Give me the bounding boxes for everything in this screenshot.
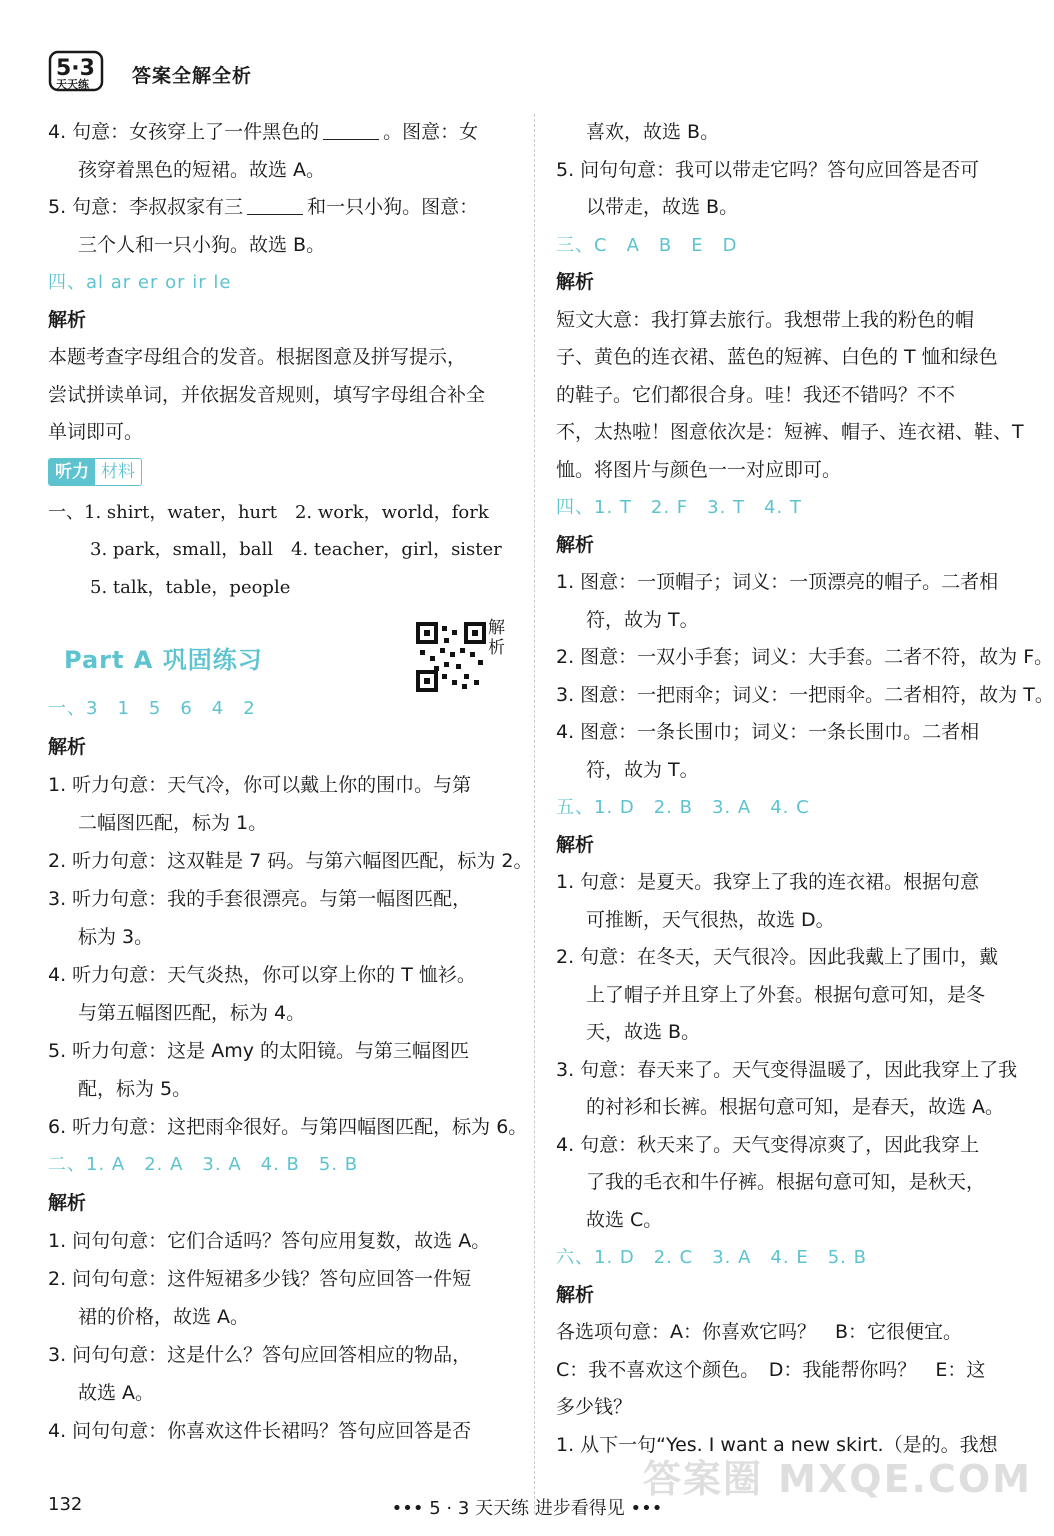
- svg-text:天天练: 天天练: [56, 78, 89, 91]
- analysis-line: 3. 句意：春天来了。天气变得温暖了，因此我穿上了我: [556, 1058, 1018, 1081]
- analysis-line: 1. 问句句意：它们合适吗？答句应用复数，故选 A。: [48, 1230, 491, 1252]
- analysis-line: 4. 听力句意：天气炎热，你可以穿上你的 T 恤衫。: [48, 964, 476, 986]
- fill-blank: [323, 119, 379, 140]
- qr-code-icon[interactable]: [416, 622, 486, 692]
- answer-line: 三个人和一只小狗。故选 B。: [78, 233, 326, 256]
- analysis-line: 2. 问句句意：这件短裙多少钱？答句应回答一件短: [48, 1268, 472, 1290]
- analysis-line: 与第五幅图匹配，标为 4。: [78, 1002, 306, 1024]
- analysis-line: 可推断，天气很热，故选 D。: [586, 908, 835, 931]
- analysis-line: 喜欢，故选 B。: [586, 121, 720, 143]
- analysis-line: 天，故选 B。: [586, 1021, 701, 1043]
- answer-line: 4. 句意：女孩穿上了一件黑色的 。图意：女: [48, 121, 479, 143]
- section-answer: 四、1. T 2. F 3. T 4. T: [556, 497, 802, 518]
- section-answer: 六、1. D 2. C 3. A 4. E 5. B: [556, 1247, 867, 1268]
- answer-line: 孩穿着黑色的短裙。故选 A。: [78, 158, 326, 181]
- page-footer: [0, 1490, 1054, 1520]
- brand-logo: [48, 48, 106, 94]
- header-title: 答案全解全析: [132, 65, 253, 87]
- footer-slogan: ••• 5 · 3 天天练 进步看得见 •••: [391, 1498, 663, 1519]
- analysis-line: 3. 听力句意：我的手套很漂亮。与第一幅图匹配，: [48, 888, 472, 910]
- fill-blank: [247, 194, 303, 215]
- analysis-line: 符，故为 T。: [586, 758, 699, 781]
- analysis-line: 的鞋子。它们都很合身。哇！我还不错吗？不不: [556, 383, 956, 406]
- analysis-line: 恤。将图片与颜色一一对应即可。: [556, 458, 842, 481]
- analysis-line: 配，标为 5。: [78, 1078, 192, 1100]
- analysis-line: 标为 3。: [78, 926, 154, 948]
- analysis-text: 尝试拼读单词，并依据发音规则，填写字母组合补全: [48, 383, 486, 406]
- analysis-text: 单词即可。: [48, 421, 144, 443]
- analysis-line: 的衬衫和长裤。根据句意可知，是春天，故选 A。: [586, 1096, 1005, 1118]
- listening-line: 3. park，small，ball 4. teacher，girl，sister: [90, 539, 502, 560]
- listening-line: 5. talk，table，people: [90, 576, 291, 598]
- analysis-line: 多少钱？: [556, 1396, 633, 1418]
- analysis-line: 1. 图意：一顶帽子；词义：一顶漂亮的帽子。二者相: [556, 571, 999, 593]
- section-answer: 二、1. A 2. A 3. A 4. B 5. B: [48, 1154, 359, 1175]
- analysis-line: 上了帽子并且穿上了外套。根据句意可知，是冬: [586, 983, 986, 1006]
- analysis-heading: 解析: [556, 533, 595, 556]
- analysis-heading: 解析: [48, 736, 87, 758]
- section-answer: 三、C A B E D: [556, 234, 738, 256]
- section-answer: 四、al ar er or ir le: [48, 272, 232, 293]
- listening-line: 一、1. shirt，water，hurt 2. work，world，fork: [48, 501, 489, 523]
- svg-text:5·3: 5·3: [56, 56, 95, 81]
- analysis-line: C：我不喜欢这个颜色。 D：我能帮你吗？ E：这: [556, 1358, 986, 1381]
- analysis-line: 子、黄色的连衣裙、蓝色的短裤、白色的 T 恤和绿色: [556, 346, 998, 368]
- page-number: 132: [48, 1494, 83, 1515]
- analysis-line: 6. 听力句意：这把雨伞很好。与第四幅图匹配，标为 6。: [48, 1116, 528, 1138]
- analysis-line: 3. 问句句意：这是什么？答句应回答相应的物品，: [48, 1344, 472, 1366]
- column-divider: [534, 114, 535, 1514]
- section-answer: 一、3 1 5 6 4 2: [48, 698, 256, 719]
- listening-material-tag: 听力 材料: [48, 458, 142, 486]
- analysis-line: 2. 听力句意：这双鞋是 7 码。与第六幅图匹配，标为 2。: [48, 850, 533, 872]
- answer-line: 5. 句意：李叔叔家有三 和一只小狗。图意：: [48, 196, 479, 218]
- analysis-line: 故选 A。: [78, 1382, 155, 1404]
- analysis-line: 1. 句意：是夏天。我穿上了我的连衣裙。根据句意: [556, 871, 980, 893]
- analysis-line: 2. 句意：在冬天，天气很冷。因此我戴上了围巾，戴: [556, 946, 999, 968]
- analysis-line: 4. 句意：秋天来了。天气变得凉爽了，因此我穿上: [556, 1133, 980, 1156]
- section-answer: 五、1. D 2. B 3. A 4. C: [556, 797, 810, 818]
- analysis-heading: 解析: [48, 1192, 87, 1214]
- right-column: [556, 114, 1054, 1464]
- analysis-heading: 解析: [48, 308, 87, 331]
- analysis-line: 1. 听力句意：天气冷，你可以戴上你的围巾。与第: [48, 774, 472, 796]
- analysis-heading: 解析: [556, 1283, 595, 1306]
- analysis-line: 1. 从下一句“Yes. I want a new skirt.（是的。我想: [556, 1433, 998, 1456]
- analysis-line: 4. 问句句意：你喜欢这件长裙吗？答句应回答是否: [48, 1420, 472, 1442]
- part-a-banner: [48, 606, 518, 690]
- analysis-line: 符，故为 T。: [586, 608, 699, 631]
- analysis-line: 短文大意：我打算去旅行。我想带上我的粉色的帽: [556, 308, 975, 331]
- analysis-line: 4. 图意：一条长围巾；词义：一条长围巾。二者相: [556, 721, 980, 743]
- qr-label: 解析: [488, 618, 505, 658]
- analysis-line: 5. 问句句意：我可以带走它吗？答句应回答是否可: [556, 158, 980, 181]
- watermark: 答案圈 MXQE.COM: [642, 1457, 1032, 1501]
- analysis-line: 各选项句意：A：你喜欢它吗？ B：它很便宜。: [556, 1321, 963, 1343]
- analysis-line: 了我的毛衣和牛仔裤。根据句意可知，是秋天，: [586, 1171, 986, 1193]
- analysis-line: 不，太热啦！图意依次是：短裤、帽子、连衣裙、鞋、T: [556, 421, 1024, 443]
- left-column: [48, 114, 533, 1450]
- analysis-line: 5. 听力句意：这是 Amy 的太阳镜。与第三幅图匹: [48, 1040, 469, 1062]
- analysis-heading: 解析: [556, 833, 595, 856]
- analysis-line: 裙的价格，故选 A。: [78, 1306, 250, 1328]
- analysis-line: 故选 C。: [586, 1208, 663, 1231]
- analysis-line: 3. 图意：一把雨伞；词义：一把雨伞。二者相符，故为 T。: [556, 683, 1054, 706]
- analysis-text: 本题考查字母组合的发音。根据图意及拼写提示，: [48, 346, 467, 368]
- analysis-line: 以带走，故选 B。: [586, 196, 739, 218]
- analysis-line: 二幅图匹配，标为 1。: [78, 812, 268, 834]
- page-header: [48, 48, 348, 98]
- analysis-heading: 解析: [556, 271, 595, 293]
- part-a-title: Part A 巩固练习: [64, 646, 263, 674]
- analysis-line: 2. 图意：一双小手套；词义：大手套。二者不符，故为 F。: [556, 646, 1054, 668]
